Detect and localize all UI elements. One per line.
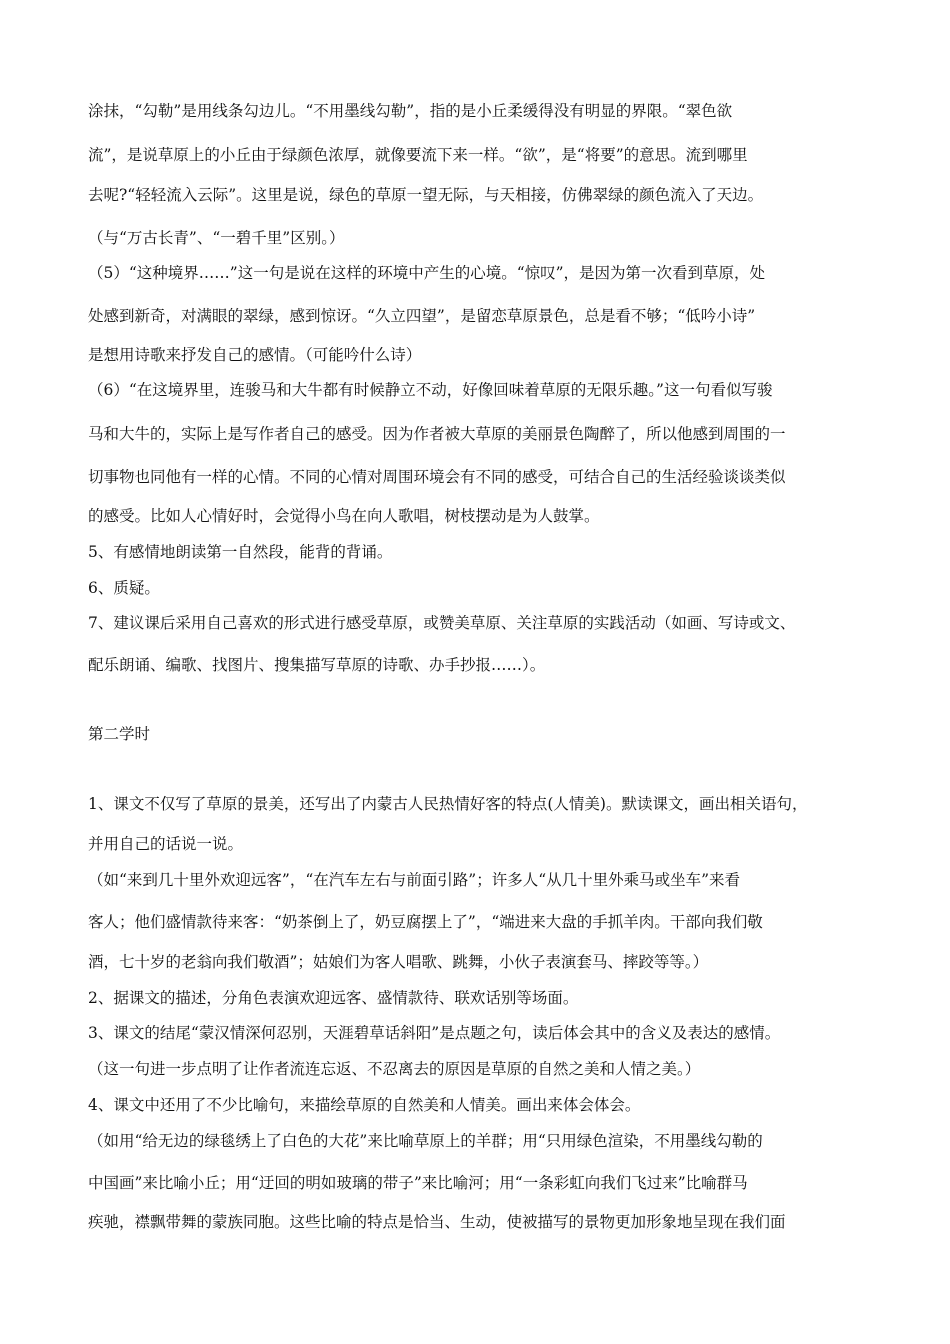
text-line: 涂抹，“勾勒”是用线条勾边儿。“不用墨线勾勒”，指的是小丘柔缓得没有明显的界限。“翠色欲 bbox=[88, 102, 733, 120]
text-line: （与“万古长青”、“一碧千里”区别。） bbox=[88, 229, 345, 247]
text-line: 2、据课文的描述，分角色表演欢迎远客、盛情款待、联欢话别等场面。 bbox=[88, 989, 579, 1007]
text-line: 的感受。比如人心情好时，会觉得小鸟在向人歌唱，树枝摆动是为人鼓掌。 bbox=[88, 507, 600, 525]
text-line: 处感到新奇，对满眼的翠绿，感到惊讶。“久立四望”，是留恋草原景色，总是看不够；“低吟小诗” bbox=[88, 307, 756, 325]
text-line: 6、质疑。 bbox=[88, 579, 160, 597]
text-line: 是想用诗歌来抒发自己的感情。（可能吟什么诗） bbox=[88, 346, 422, 364]
text-line: 7、建议课后采用自己喜欢的形式进行感受草原，或赞美草原、关注草原的实践活动（如画、写诗或文、 bbox=[88, 614, 796, 632]
text-line: （如用“给无边的绿毯绣上了白色的大花”来比喻草原上的羊群；用“只用绿色渲染，不用墨线勾勒的 bbox=[88, 1132, 763, 1150]
text-line: 切事物也同他有一样的心情。不同的心情对周围环境会有不同的感受，可结合自己的生活经验谈谈类似 bbox=[88, 468, 786, 486]
text-line: 马和大牛的，实际上是写作者自己的感受。因为作者被大草原的美丽景色陶醉了，所以他感到周围的一 bbox=[88, 425, 786, 443]
text-line: 疾驰，襟飘带舞的蒙族同胞。这些比喻的特点是恰当、生动，使被描写的景物更加形象地呈现在我们面 bbox=[88, 1213, 786, 1231]
text-line: 并用自己的话说一说。 bbox=[88, 835, 244, 853]
text-line: 客人；他们盛情款待来客：“奶茶倒上了，奶豆腐摆上了”，“端进来大盘的手抓羊肉。干部向我们敬 bbox=[88, 913, 763, 931]
text-line: 1、课文不仅写了草原的景美，还写出了内蒙古人民热情好客的特点(人情美)。默读课文，画出相关语句， bbox=[88, 795, 808, 813]
text-line: 5、有感情地朗读第一自然段，能背的背诵。 bbox=[88, 543, 393, 561]
text-line: （如“来到几十里外欢迎远客”，“在汽车左右与前面引路”；许多人“从几十里外乘马或坐车”来看 bbox=[88, 871, 741, 889]
text-line: 3、课文的结尾“蒙汉情深何忍别，天涯碧草话斜阳”是点题之句，读后体会其中的含义及表达的感情。 bbox=[88, 1024, 781, 1042]
text-line: 流”，是说草原上的小丘由于绿颜色浓厚，就像要流下来一样。“欲”，是“将要”的意思。流到哪里 bbox=[88, 146, 748, 164]
text-line: （6）“在这境界里，连骏马和大牛都有时候静立不动，好像回味着草原的无限乐趣。”这一句看似写骏 bbox=[88, 381, 773, 399]
text-line: 配乐朗诵、编歌、找图片、搜集描写草原的诗歌、办手抄报……）。 bbox=[88, 656, 546, 674]
text-line: 酒，七十岁的老翁向我们敬酒”；姑娘们为客人唱歌、跳舞，小伙子表演套马、摔跤等等。） bbox=[88, 953, 709, 971]
text-line: 中国画”来比喻小丘；用“迂回的明如玻璃的带子”来比喻河；用“一条彩虹向我们飞过来”比喻群马 bbox=[88, 1174, 748, 1192]
text-line: （5）“这种境界……”这一句是说在这样的环境中产生的心境。“惊叹”，是因为第一次看到草原，处 bbox=[88, 264, 766, 282]
text-line: （这一句进一步点明了让作者流连忘返、不忍离去的原因是草原的自然之美和人情之美。） bbox=[88, 1060, 701, 1078]
text-line: 4、课文中还用了不少比喻句，来描绘草原的自然美和人情美。画出来体会体会。 bbox=[88, 1096, 641, 1114]
section-heading: 第二学时 bbox=[88, 725, 151, 743]
text-line: 去呢?“轻轻流入云际”。这里是说，绿色的草原一望无际，与天相接，仿佛翠绿的颜色流入了天边。 bbox=[88, 186, 764, 204]
